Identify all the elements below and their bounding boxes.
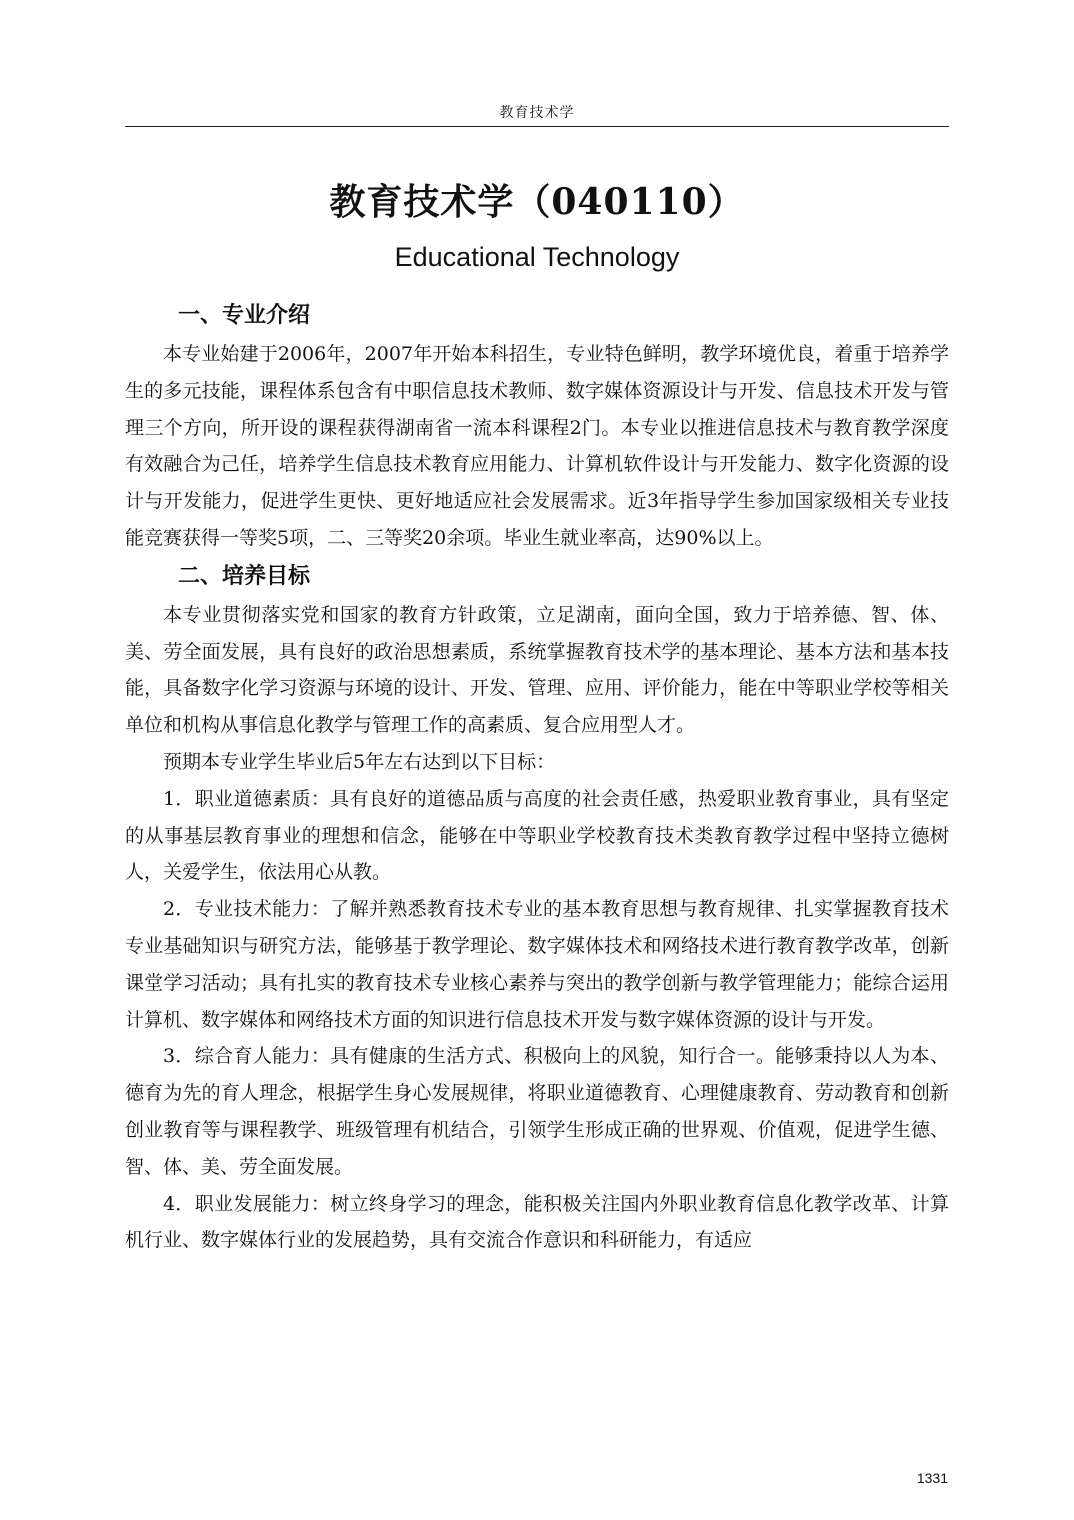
running-header: 教育技术学 [499, 105, 575, 121]
section-heading: 一、专业介绍 [178, 303, 311, 328]
section-introduction [125, 296, 949, 557]
paragraph: 3．综合育人能力：具有健康的生活方式、积极向上的风貌，知行合一。能够秉持以人为本、德育为先的育人理念，根据学生身心发展规律，将职业道德教育、心理健康教育、劳动教育和创新创业教育等与课程教学、班级管理有机结合，引领学生形成正确的世界观、价值观，促进学生德、智、体、美、劳全面发展。 [125, 1045, 949, 1178]
document-body [125, 296, 949, 1259]
paragraph: 本专业贯彻落实党和国家的教育方针政策，立足湖南，面向全国，致力于培养德、智、体、美、劳全面发展，具有良好的政治思想素质，系统掌握教育技术学的基本理论、基本方法和基本技能，具备数字化学习资源与环境的设计、开发、管理、应用、评价能力，能在中等职业学校等相关单位和机构从事信息化教学与管理工作的高素质、复合应用型人才。 [125, 603, 949, 737]
paragraph: 2．专业技术能力：了解并熟悉教育技术专业的基本教育思想与教育规律、扎实掌握教育技术专业基础知识与研究方法，能够基于教学理论、数字媒体技术和网络技术进行教育教学改革，创新课堂学习活动；具有扎实的教育技术专业核心素养与突出的教学创新与教学管理能力；能综合运用计算机、数字媒体和网络技术方面的知识进行信息技术开发与数字媒体资源的设计与开发。 [125, 898, 949, 1031]
page-subtitle-english: Educational Technology [394, 242, 680, 272]
header-rule [125, 126, 949, 127]
paragraph: 本专业始建于2006年，2007年开始本科招生，专业特色鲜明，教学环境优良，着重于培养学生的多元技能，课程体系包含有中职信息技术教师、数字媒体资源设计与开发、信息技术开发与管理三个方向，所开设的课程获得湖南省一流本科课程2门。本专业以推进信息技术与教育教学深度有效融合为己任，培养学生信息技术教育应用能力、计算机软件设计与开发能力、数字化资源的设计与开发能力，促进学生更快、更好地适应社会发展需求。近3年指导学生参加国家级相关专业技能竞赛获得一等奖5项，二、三等奖20余项。毕业生就业率高，达90%以上。 [125, 343, 949, 549]
page-number: 1331 [916, 1470, 948, 1486]
section-objectives [125, 557, 949, 1259]
paragraph: 预期本专业学生毕业后5年左右达到以下目标： [163, 750, 556, 773]
page-title: 教育技术学（040110） [329, 181, 745, 223]
paragraph: 1．职业道德素质：具有良好的道德品质与高度的社会责任感，热爱职业教育事业，具有坚定的从事基层教育事业的理想和信念，能够在中等职业学校教育技术类教育教学过程中坚持立德树人，关爱学生，依法用心从教。 [125, 787, 949, 884]
paragraph: 4．职业发展能力：树立终身学习的理念，能积极关注国内外职业教育信息化教学改革、计算机行业、数字媒体行业的发展趋势，具有交流合作意识和科研能力，有适应 [125, 1192, 949, 1252]
section-heading: 二、培养目标 [178, 563, 311, 589]
